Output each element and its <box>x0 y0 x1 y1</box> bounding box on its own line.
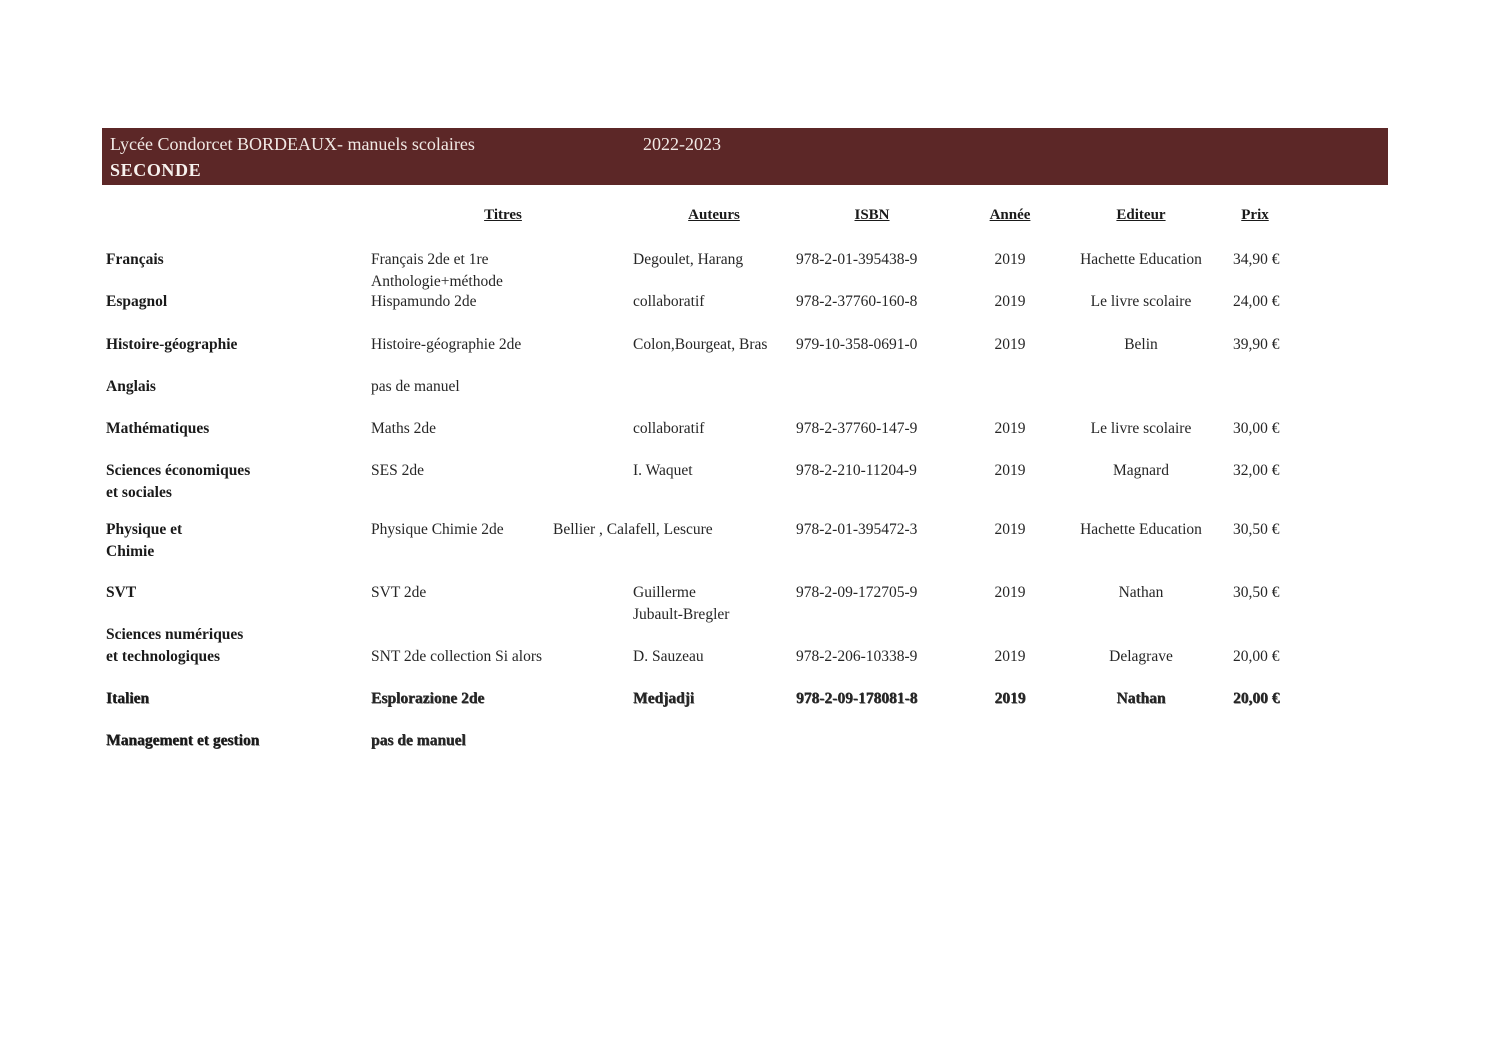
column-header-prix: Prix <box>1241 207 1269 223</box>
cell-year: 2019 <box>994 521 1026 538</box>
cell-year: 2019 <box>994 648 1026 665</box>
column-header-auteurs: Auteurs <box>688 207 740 223</box>
cell-publisher: Magnard <box>1113 462 1169 479</box>
cell-title: Français 2de et 1re Anthologie+méthode <box>371 251 503 290</box>
cell-subject: Sciences numériques et technologiques <box>106 626 244 665</box>
cell-price: 24,00 € <box>1233 293 1280 310</box>
cell-price: 32,00 € <box>1233 462 1280 479</box>
cell-year: 2019 <box>994 690 1026 707</box>
cell-subject: Histoire-géographie <box>106 336 238 353</box>
cell-title: SVT 2de <box>371 584 427 601</box>
cell-publisher: Belin <box>1124 336 1158 353</box>
cell-price: 20,00 € <box>1233 690 1280 707</box>
cell-title: Esplorazione 2de <box>371 690 485 707</box>
cell-isbn: 978-2-09-172705-9 <box>796 584 918 601</box>
column-header-annee: Année <box>989 207 1031 223</box>
cell-publisher: Delagrave <box>1109 648 1173 665</box>
cell-authors: Medjadji <box>633 690 695 707</box>
cell-title: Hispamundo 2de <box>371 293 477 310</box>
cell-subject: Anglais <box>106 378 156 395</box>
cell-authors: I. Waquet <box>633 462 693 479</box>
cell-authors: Colon,Bourgeat, Bras <box>633 336 768 353</box>
cell-year: 2019 <box>994 293 1026 310</box>
banner-level: SECONDE <box>110 160 202 180</box>
cell-publisher: Nathan <box>1118 584 1164 601</box>
column-header-isbn: ISBN <box>854 207 890 223</box>
cell-publisher: Hachette Education <box>1080 251 1202 268</box>
cell-isbn: 978-2-210-11204-9 <box>796 462 917 479</box>
cell-year: 2019 <box>994 462 1026 479</box>
cell-title: Maths 2de <box>371 420 437 437</box>
cell-price: 30,50 € <box>1233 521 1280 538</box>
cell-isbn: 978-2-01-395472-3 <box>796 521 918 538</box>
cell-publisher: Le livre scolaire <box>1090 293 1192 310</box>
cell-price: 20,00 € <box>1233 648 1280 665</box>
cell-title: Physique Chimie 2de <box>371 521 504 538</box>
cell-publisher: Hachette Education <box>1080 521 1202 538</box>
column-header-editeur: Editeur <box>1116 207 1166 223</box>
cell-title: pas de manuel <box>371 378 460 395</box>
cell-isbn: 979-10-358-0691-0 <box>796 336 918 353</box>
banner-school-year: 2022-2023 <box>643 134 721 154</box>
cell-subject: Sciences économiques et sociales <box>106 462 251 501</box>
cell-isbn: 978-2-09-178081-8 <box>796 690 918 707</box>
banner-title: Lycée Condorcet BORDEAUX- manuels scolaires <box>110 134 475 154</box>
banner <box>102 128 1388 185</box>
cell-isbn: 978-2-37760-147-9 <box>796 420 918 437</box>
cell-subject: Management et gestion <box>106 732 260 749</box>
cell-price: 39,90 € <box>1233 336 1280 353</box>
cell-price: 30,50 € <box>1233 584 1280 601</box>
cell-isbn: 978-2-206-10338-9 <box>796 648 918 665</box>
cell-subject: Italien <box>106 690 150 707</box>
cell-title: SNT 2de collection Si alors <box>371 648 543 665</box>
cell-publisher: Le livre scolaire <box>1090 420 1192 437</box>
cell-year: 2019 <box>994 336 1026 353</box>
cell-year: 2019 <box>994 251 1026 268</box>
cell-subject: Mathématiques <box>106 420 210 437</box>
cell-price: 34,90 € <box>1233 251 1280 268</box>
cell-title: Histoire-géographie 2de <box>371 336 522 353</box>
cell-authors: Guillerme Jubault-Bregler <box>633 584 730 623</box>
cell-authors: D. Sauzeau <box>633 648 704 665</box>
table-header-row <box>0 207 1497 227</box>
cell-authors: Bellier , Calafell, Lescure <box>553 521 713 538</box>
column-header-titres: Titres <box>484 207 522 223</box>
cell-authors: Degoulet, Harang <box>633 251 744 268</box>
cell-subject: Physique et Chimie <box>106 521 183 560</box>
cell-subject: Français <box>106 251 164 268</box>
banner-line1 <box>110 132 1380 156</box>
cell-subject: Espagnol <box>106 293 168 310</box>
cell-year: 2019 <box>994 420 1026 437</box>
cell-year: 2019 <box>994 584 1026 601</box>
cell-authors: collaboratif <box>633 293 705 310</box>
cell-title: pas de manuel <box>371 732 466 749</box>
cell-authors: collaboratif <box>633 420 705 437</box>
cell-subject: SVT <box>106 584 137 601</box>
cell-price: 30,00 € <box>1233 420 1280 437</box>
cell-isbn: 978-2-37760-160-8 <box>796 293 918 310</box>
cell-publisher: Nathan <box>1116 690 1166 707</box>
cell-title: SES 2de <box>371 462 424 479</box>
cell-isbn: 978-2-01-395438-9 <box>796 251 918 268</box>
